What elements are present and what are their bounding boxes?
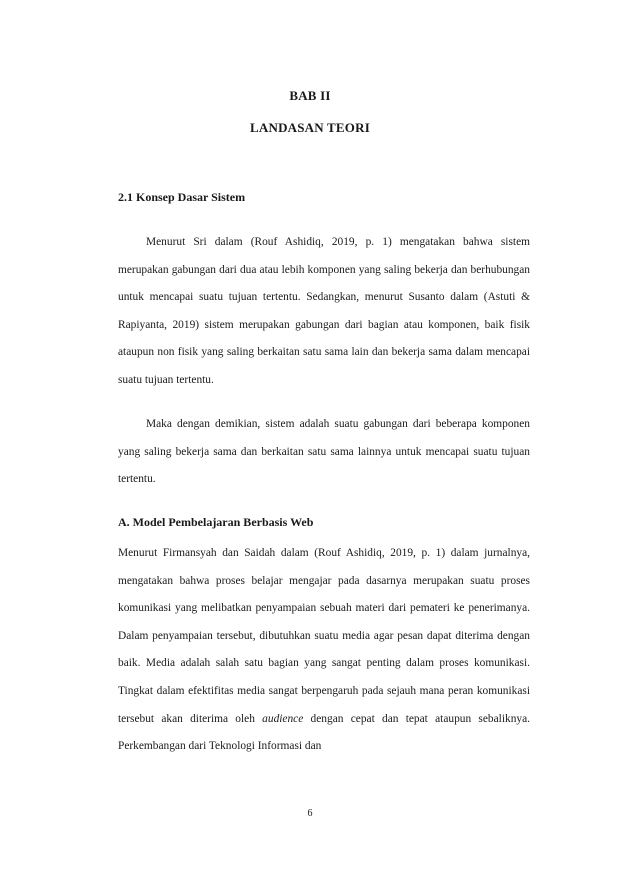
paragraph-text: Menurut Firmansyah dan Saidah dalam (Rouf Ashidiq, 2019, p. 1) dalam jurnalnya, mengatakan bahwa proses belajar mengajar pada dasarnya merupakan suatu proses komunikasi yang melibatkan penyampaian sebuah materi dari pemateri ke penerimanya. Dalam penyampaian tersebut, dibutuhkan suatu media agar pesan dapat diterima dengan baik. Media adalah salah satu bagian yang sangat penting dalam proses komunikasi. Tingkat dalam efektifitas media sangat berpengaruh pada sejauh mana peran komunikasi tersebut akan diterima oleh [118,547,530,725]
paragraph-web-learning [118,540,530,761]
paragraph-system-conclusion: Maka dengan demikian, sistem adalah suatu gabungan dari beberapa komponen yang saling bekerja sama dan berkaitan satu sama lainnya untuk mencapai suatu tujuan tertentu. [118,418,530,486]
section-heading-concept: 2.1 Konsep Dasar Sistem [118,190,246,204]
section-heading-web-learning-model: A. Model Pembelajaran Berbasis Web [118,515,314,529]
chapter-number: BAB II [289,88,331,103]
paragraph-text: dengan cepat dan tepat ataupun sebaliknya. Perkembangan dari Teknologi Informasi dan [118,712,530,753]
chapter-title: LANDASAN TEORI [250,120,370,135]
paragraph-system-definition: Menurut Sri dalam (Rouf Ashidiq, 2019, p. 1) mengatakan bahwa sistem merupakan gabungan dari dua atau lebih komponen yang saling bekerja dan berhubungan untuk mencapai suatu tujuan tertentu. Sedangkan, menurut Susanto dalam (Astuti & Rapiyanta, 2019) sistem merupakan gabungan dari bagian atau komponen, baik fisik ataupun non fisik yang saling berkaitan satu sama lain dan bekerja sama dalam mencapai suatu tujuan tertentu. [118,236,530,386]
page-number: 6 [307,808,313,819]
paragraph-italic-term: audience [262,712,304,725]
